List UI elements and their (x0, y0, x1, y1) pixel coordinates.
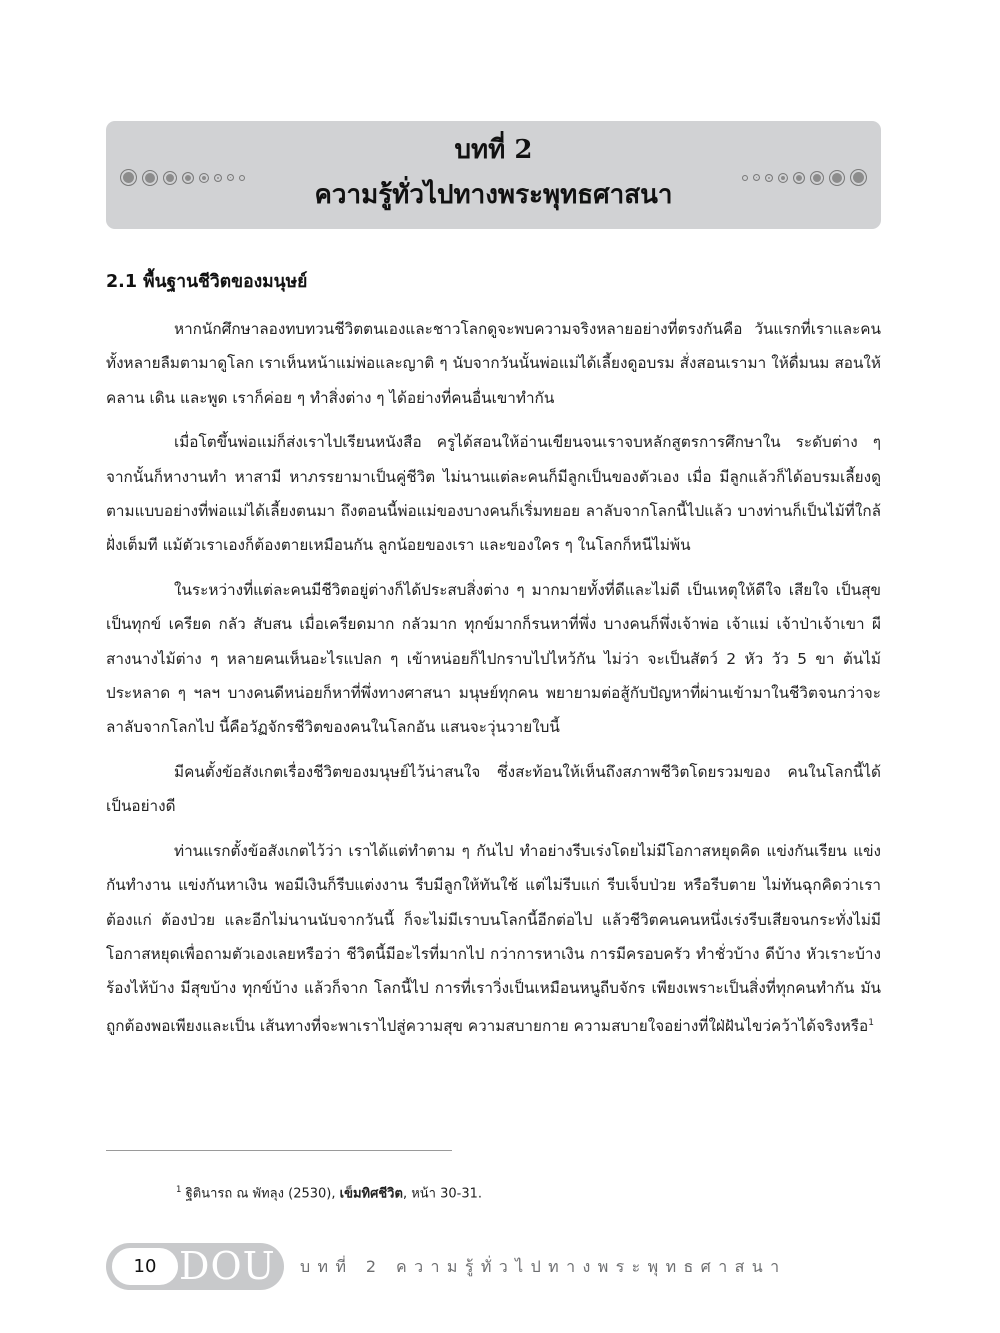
dot-icon (793, 172, 805, 184)
decorative-dots-right (742, 169, 867, 186)
dot-icon (742, 175, 748, 181)
footnote (176, 1178, 482, 1206)
paragraph: เมื่อโตขึ้นพ่อแม่ก็ส่งเราไปเรียนหนังสือ ครูได้สอนให้อ่านเขียนจนเราจบหลักสูตรการศึกษาใน ระดับต่าง ๆ จากนั้นก็หางานทำ หาสามี หาภรรยามาเป็นคู่ชีวิต ไม่นานแต่ละคนก็มีลูกเป็นของตัวเอง เมื่อ มีลูกแล้วก็ได้อบรมเลี้ยงดูตามแบบอย่างที่พ่อแม่ได้เลี้ยงตนมา ถึงตอนนี้พ่อแม่ของบางคนก็เริ่มทยอย ลาลับจากโลกนี้ไปแล้ว บางท่านก็เป็นไม้ที่ใกล้ฝั่งเต็มที แม้ตัวเราเองก็ต้องตายเหมือนกัน ลูกน้อยของเรา และของใคร ๆ ในโลกก็หนีไม่พ้น (106, 433, 881, 555)
dot-icon (810, 171, 824, 185)
paragraph-last (106, 834, 881, 1044)
paragraph-text: ท่านแรกตั้งข้อสังเกตไว้ว่า เราได้แต่ทำตาม ๆ กันไป ทำอย่างรีบเร่งโดยไม่มีโอกาสหยุดคิด แข่งกันเรียน แข่งกันทำงาน แข่งกันหาเงิน พอมีเงินก็รีบแต่งงาน รีบมีลูกให้ทันใช้ แต่ไม่รีบแก่ รีบเจ็บป่วย หรือรีบตาย ไม่ทันฉุกคิดว่าเราต้องแก่ ต้องป่วย และอีกไม่นานนับจากวันนี้ ก็จะไม่มีเราบนโลกนี้อีกต่อไป แล้วชีวิตคนคนหนึ่งเร่งรีบเสียจนกระทั่งไม่มีโอกาสหยุดเพื่อถามตัวเองเลยหรือว่า ชีวิตนี้มีอะไรที่มากไป กว่าการหาเงิน การมีครอบครัว ทำชั่วบ้าง ดีบ้าง หัวเราะบ้าง ร้องไห้บ้าง มีสุขบ้าง ทุกข์บ้าง แล้วก็จาก โลกนี้ไป การที่เราวิ่งเป็นเหมือนหนูถีบจักร เพียงเพราะเป็นสิ่งที่ทุกคนทำกัน มันถูกต้องพอเพียงและเป็น เส้นทางที่จะพาเราไปสู่ความสุข ความสบายกาย ความสบายใจอย่างที่ใฝ่ฝันไขว่คว้าได้จริงหรือ (106, 841, 881, 1035)
section-heading: 2.1 พื้นฐานชีวิตของมนุษย์ (106, 272, 308, 292)
footnote-divider (106, 1150, 452, 1151)
footnote-book-title: เข็มทิศชีวิต (339, 1186, 403, 1202)
paragraph: ในระหว่างที่แต่ละคนมีชีวิตอยู่ต่างก็ได้ประสบสิ่งต่าง ๆ มากมายทั้งที่ดีและไม่ดี เป็นเหตุให้ดีใจ เสียใจ เป็นสุข เป็นทุกข์ เครียด กลัว สับสน เมื่อเครียดมาก กลัวมาก ทุกข์มากก็รนหาที่พึ่ง บางคนก็พึ่งเจ้าพ่อ เจ้าแม่ เจ้าป่าเจ้าเขา ผีสางนางไม้ต่าง ๆ หลายคนเห็นอะไรแปลก ๆ เข้าหน่อยก็ไปกราบไปไหว้กัน ไม่ว่า จะเป็นสัตว์ 2 หัว วัว 5 ขา ต้นไม้ประหลาด ๆ ฯลฯ บางคนดีหน่อยก็หาที่พึ่งทางศาสนา มนุษย์ทุกคน พยายามต่อสู้กับปัญหาที่ผ่านเข้ามาในชีวิตจนกว่าจะลาลับจากโลกไป นี้คือวัฏจักรชีวิตของคนในโลกอัน แสนจะวุ่นวายใบนี้ (106, 580, 881, 737)
dot-icon (753, 174, 760, 181)
footer-badge (106, 1243, 284, 1290)
paragraph: มีคนตั้งข้อสังเกตเรื่องชีวิตของมนุษย์ไว้น่าสนใจ ซึ่งสะท้อนให้เห็นถึงสภาพชีวิตโดยรวมของ คนในโลกนี้ได้เป็นอย่างดี (106, 762, 881, 816)
chapter-number: บทที่ 2 (454, 135, 533, 165)
brand-logo: DOU (179, 1244, 276, 1288)
paragraph: หากนักศึกษาลองทบทวนชีวิตตนเองและชาวโลกดูจะพบความจริงหลายอย่างที่ตรงกันคือ วันแรกที่เราและคนทั้งหลายลืมตามาดูโลก เราเห็นหน้าแม่พ่อและญาติ ๆ นับจากวันนั้นพ่อแม่ได้เลี้ยงดูอบรม สั่งสอนเรามา ให้ดื่มนม สอนให้คลาน เดิน และพูด เราก็ค่อย ๆ ทำสิ่งต่าง ๆ ได้อย่างที่คนอื่นเขาทำกัน (106, 320, 881, 407)
chapter-title: ความรู้ทั่วไปทางพระพุทธศาสนา (314, 180, 673, 210)
running-head: บทที่ 2 ความรู้ทั่วไปทางพระพุทธศาสนา (300, 1257, 787, 1276)
page-number: 10 (112, 1248, 178, 1285)
body-text (106, 312, 881, 1053)
footnote-author: ฐิตินารถ ณ พัทลุง (2530), (185, 1186, 336, 1202)
footnote-marker: 1 (176, 1185, 182, 1195)
dot-icon (765, 174, 773, 182)
dot-icon (778, 173, 788, 183)
dot-icon (829, 170, 845, 186)
chapter-banner (106, 121, 881, 229)
footnote-pages: , หน้า 30-31. (402, 1186, 482, 1202)
dot-icon (850, 169, 867, 186)
footnote-reference: 1 (868, 1017, 874, 1028)
